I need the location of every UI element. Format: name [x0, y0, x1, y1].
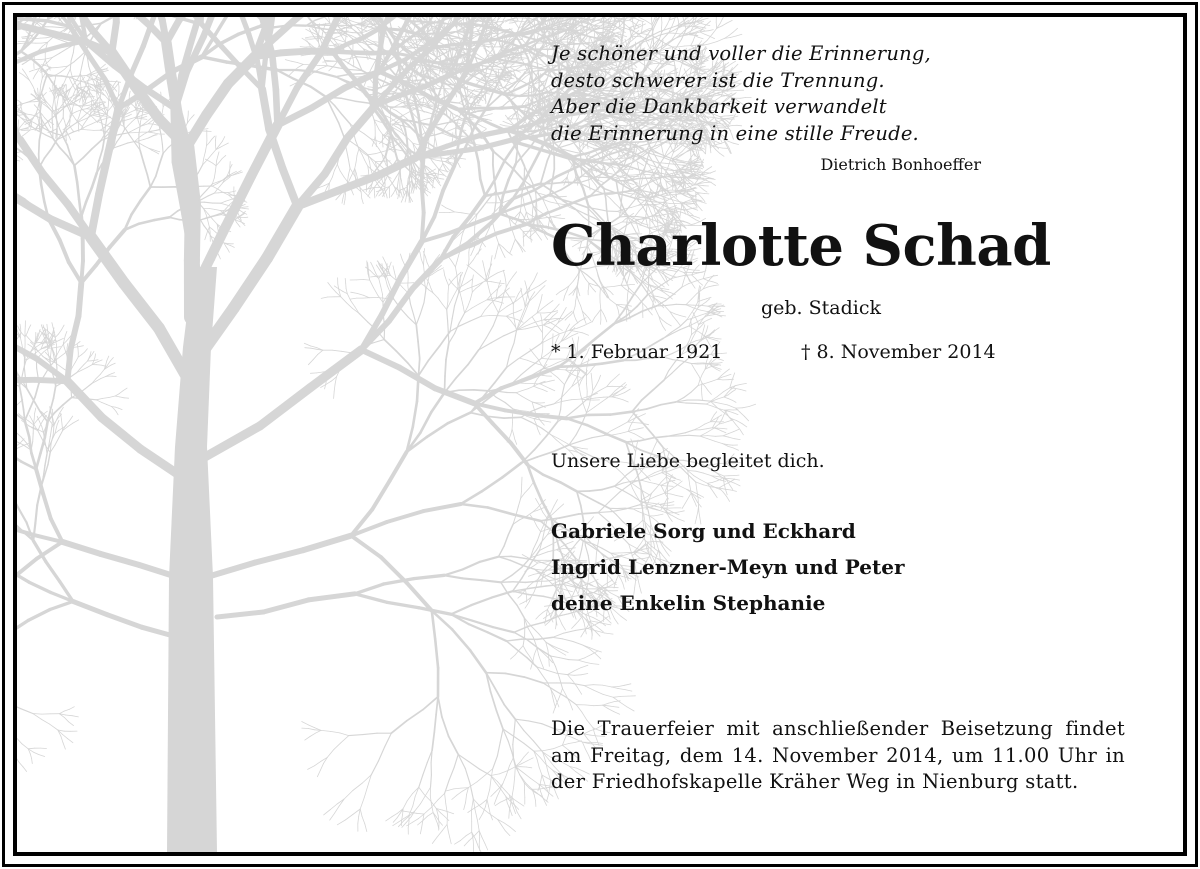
birth-name: geb. Stadick: [551, 297, 1091, 319]
mourner-line: Ingrid Lenzner-Meyn und Peter: [551, 549, 905, 585]
farewell-message: Unsere Liebe begleitet dich.: [551, 450, 825, 472]
quote-line-2: desto schwerer ist die Trennung.: [551, 68, 991, 95]
deceased-name: Charlotte Schad: [551, 213, 1051, 279]
obituary-card: [13, 13, 1187, 856]
birth-date: * 1. Februar 1921: [551, 341, 722, 363]
mourner-line: Gabriele Sorg und Eckhard: [551, 513, 905, 549]
quote-line-1: Je schöner und voller die Erinnerung,: [551, 41, 991, 68]
death-date: † 8. November 2014: [801, 341, 996, 363]
quote-author: Dietrich Bonhoeffer: [551, 155, 981, 174]
funeral-notice: Die Trauerfeier mit anschließender Beisetzung findet am Freitag, dem 14. November 2014, um 11.00 Uhr in der Friedhofskapelle Kräher Weg in Nienburg statt.: [551, 716, 1125, 796]
mourners-list: [551, 513, 905, 621]
bonhoeffer-quote: [551, 41, 991, 147]
mourner-line: deine Enkelin Stephanie: [551, 585, 905, 621]
quote-line-4: die Erinnerung in eine stille Freude.: [551, 121, 991, 148]
quote-line-3: Aber die Dankbarkeit verwandelt: [551, 94, 991, 121]
